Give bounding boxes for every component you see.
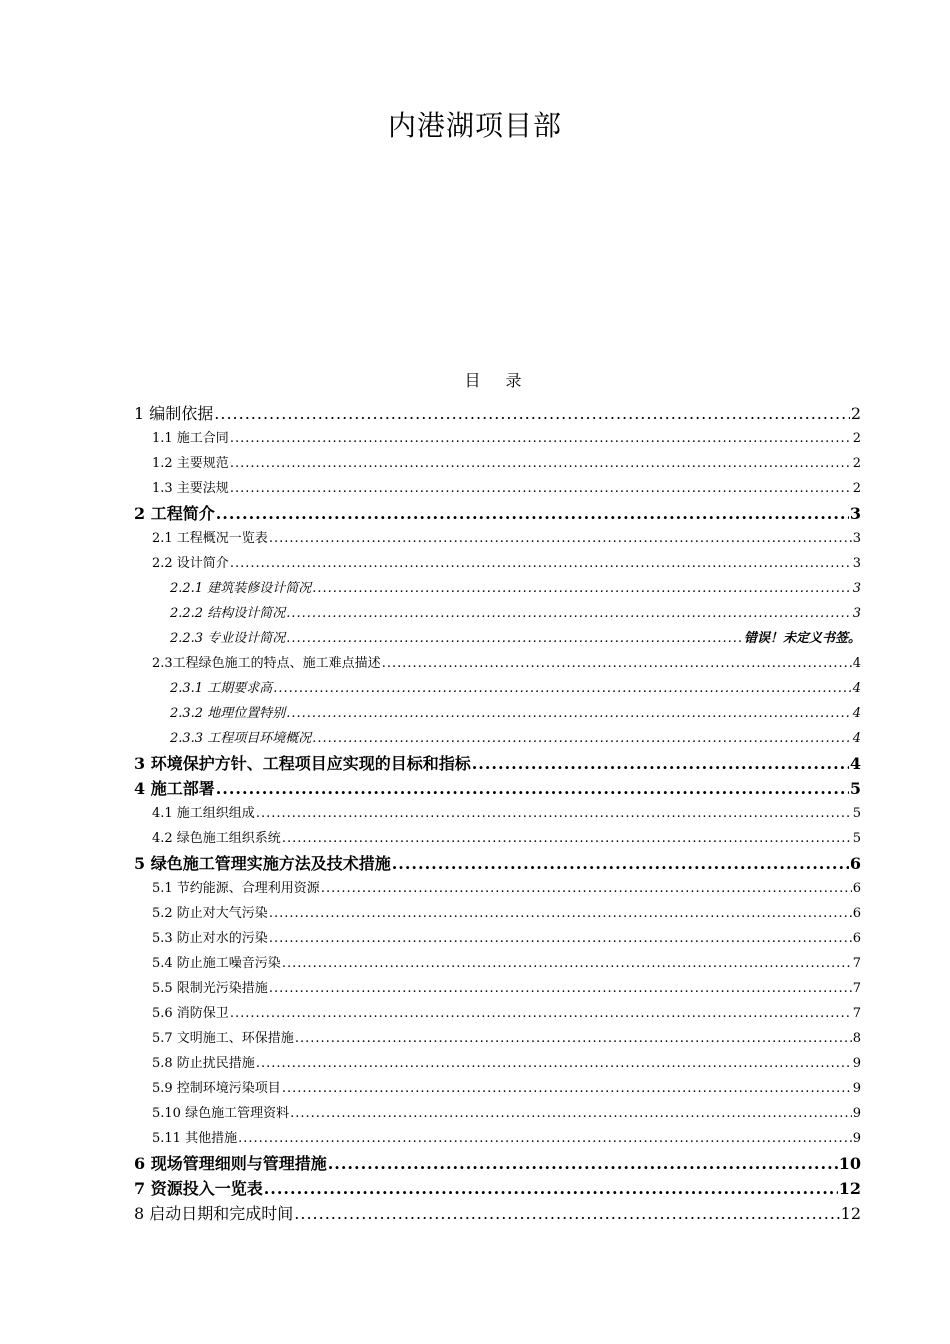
toc-dot-leader: [312, 726, 852, 751]
toc-entry-page: 9: [852, 1056, 861, 1071]
toc-entry[interactable]: [134, 1001, 861, 1026]
toc-entry[interactable]: [134, 626, 861, 651]
toc-entry-page: 4: [852, 706, 861, 721]
toc-entry[interactable]: [134, 1051, 861, 1076]
toc-dot-leader: [230, 1001, 852, 1026]
toc-entry-label: 1 编制依据: [134, 404, 214, 423]
toc-entry[interactable]: [134, 1126, 861, 1151]
toc-entry-page: 2: [852, 431, 861, 446]
toc-dot-leader: [321, 876, 852, 901]
toc-entry-page: 5: [849, 779, 861, 798]
toc-entry-label: 8 启动日期和完成时间: [134, 1204, 294, 1223]
toc-dot-leader: [269, 926, 852, 951]
toc-entry-label: 2.3.2 地理位置特别: [170, 706, 286, 721]
toc-entry[interactable]: [134, 701, 861, 726]
toc-dot-leader: [282, 1076, 852, 1101]
toc-entry[interactable]: [134, 951, 861, 976]
toc-entry[interactable]: [134, 1076, 861, 1101]
toc-entry-page: 5: [852, 806, 861, 821]
toc-entry-label: 1.2 主要规范: [152, 456, 229, 471]
toc-entry[interactable]: [134, 926, 861, 951]
toc-entry-page: 3: [852, 556, 861, 571]
toc-entry-page: 6: [852, 881, 861, 896]
toc-dot-leader: [312, 576, 852, 601]
toc-entry-page: 3: [852, 531, 861, 546]
toc-dot-leader: [392, 851, 849, 876]
toc-entry[interactable]: [134, 551, 861, 576]
toc-dot-leader: [286, 601, 852, 626]
toc-entry-label: 1.3 主要法规: [152, 481, 229, 496]
toc-entry-label: 5.11 其他措施: [152, 1131, 238, 1146]
toc-entry-label: 2.2.2 结构设计简况: [170, 606, 286, 621]
toc-entry-label: 6 现场管理细则与管理措施: [134, 1154, 327, 1173]
toc-entry-label: 5.1 节约能源、合理利用资源: [152, 881, 320, 896]
toc-entry-label: 5.8 防止扰民措施: [152, 1056, 255, 1071]
toc-dot-leader: [238, 1126, 852, 1151]
toc-entry-label: 2.3工程绿色施工的特点、施工难点描述: [152, 656, 381, 671]
toc-entry[interactable]: [134, 826, 861, 851]
toc-entry-label: 4.2 绿色施工组织系统: [152, 831, 281, 846]
toc-entry-label: 5 绿色施工管理实施方法及技术措施: [134, 854, 391, 873]
toc-entry[interactable]: [134, 476, 861, 501]
toc-entry[interactable]: [134, 976, 861, 1001]
toc-entry[interactable]: [134, 901, 861, 926]
toc-entry[interactable]: [134, 1026, 861, 1051]
toc-dot-leader: [214, 401, 850, 426]
toc-dot-leader: [328, 1151, 838, 1176]
page-title: 内港湖项目部: [387, 109, 562, 142]
toc-dot-leader: [230, 551, 852, 576]
toc-entry-label: 2.3.3 工程项目环境概况: [170, 731, 312, 746]
toc-dot-leader: [282, 826, 852, 851]
toc-entry[interactable]: [134, 676, 861, 701]
toc-entry-label: 5.2 防止对大气污染: [152, 906, 268, 921]
toc-entry-page: 4: [852, 656, 861, 671]
toc-entry-page: 6: [852, 931, 861, 946]
toc-entry[interactable]: [134, 1151, 861, 1176]
toc-dot-leader: [269, 901, 852, 926]
toc-entry[interactable]: [134, 451, 861, 476]
toc-entry-page: 4: [849, 754, 861, 773]
toc-entry-page: 4: [852, 731, 861, 746]
toc-entry[interactable]: [134, 851, 861, 876]
toc-entry-label: 5.9 控制环境污染项目: [152, 1081, 281, 1096]
toc-dot-leader: [230, 476, 852, 501]
toc-entry-label: 2.2.3 专业设计简况: [170, 631, 286, 646]
toc-dot-leader: [269, 976, 852, 1001]
toc-entry[interactable]: [134, 1201, 861, 1226]
toc-entry-label: 2 工程简介: [134, 504, 215, 523]
toc-entry-page: 3: [852, 606, 861, 621]
toc-entry[interactable]: [134, 776, 861, 801]
toc-entry[interactable]: [134, 501, 861, 526]
toc-entry[interactable]: [134, 401, 861, 426]
toc-entry-label: 2.3.1 工期要求高: [170, 681, 273, 696]
toc-entry[interactable]: [134, 526, 861, 551]
toc-entry-page: 7: [852, 1006, 861, 1021]
toc-entry-page: 5: [852, 831, 861, 846]
toc-entry-label: 4 施工部署: [134, 779, 215, 798]
toc-dot-leader: [269, 526, 852, 551]
toc-entry-label: 3 环境保护方针、工程项目应实现的目标和指标: [134, 754, 471, 773]
toc-dot-leader: [472, 751, 849, 776]
toc-dot-leader: [216, 501, 849, 526]
toc-entry-page: 2: [852, 456, 861, 471]
toc-entry[interactable]: [134, 751, 861, 776]
toc-entry-label: 1.1 施工合同: [152, 431, 229, 446]
toc-entry-page: 6: [852, 906, 861, 921]
toc-dot-leader: [230, 426, 852, 451]
toc-dot-leader: [286, 701, 852, 726]
toc-entry-label: 5.3 防止对水的污染: [152, 931, 268, 946]
toc-entry[interactable]: [134, 726, 861, 751]
toc-dot-leader: [295, 1026, 852, 1051]
toc-entry[interactable]: [134, 801, 861, 826]
toc-dot-leader: [294, 1201, 839, 1226]
toc-entry-page: 7: [852, 956, 861, 971]
toc-dot-leader: [273, 676, 852, 701]
toc-dot-leader: [256, 801, 852, 826]
toc-entry[interactable]: [134, 876, 861, 901]
toc-entry-page: 6: [849, 854, 861, 873]
toc-dot-leader: [282, 951, 852, 976]
toc-entry-page: 9: [852, 1081, 861, 1096]
toc-entry-label: 7 资源投入一览表: [134, 1179, 263, 1198]
toc-entry-page: 错误！未定义书签。: [743, 631, 861, 646]
table-of-contents: [134, 401, 861, 1226]
toc-entry[interactable]: [134, 426, 861, 451]
toc-entry-label: 2.2.1 建筑装修设计简况: [170, 581, 312, 596]
toc-entry-page: 7: [852, 981, 861, 996]
toc-dot-leader: [264, 1176, 838, 1201]
toc-heading: 目 录: [464, 371, 532, 390]
toc-dot-leader: [382, 651, 852, 676]
toc-entry-page: 9: [852, 1106, 861, 1121]
toc-dot-leader: [256, 1051, 852, 1076]
toc-entry-page: 4: [852, 681, 861, 696]
toc-entry-label: 2.1 工程概况一览表: [152, 531, 268, 546]
toc-entry-label: 5.5 限制光污染措施: [152, 981, 268, 996]
toc-entry-page: 9: [852, 1131, 861, 1146]
toc-entry-label: 5.6 消防保卫: [152, 1006, 229, 1021]
toc-entry-label: 2.2 设计简介: [152, 556, 229, 571]
toc-dot-leader: [286, 626, 743, 651]
toc-entry-page: 2: [850, 404, 861, 423]
toc-dot-leader: [216, 776, 849, 801]
toc-entry-page: 8: [852, 1031, 861, 1046]
toc-entry[interactable]: [134, 576, 861, 601]
toc-entry-label: 5.4 防止施工噪音污染: [152, 956, 281, 971]
toc-entry-label: 5.10 绿色施工管理资料: [152, 1106, 290, 1121]
toc-entry-page: 3: [852, 581, 861, 596]
toc-dot-leader: [230, 451, 852, 476]
toc-entry[interactable]: [134, 601, 861, 626]
toc-entry-page: 10: [838, 1154, 861, 1173]
toc-entry-page: 3: [849, 504, 861, 523]
toc-entry[interactable]: [134, 1101, 861, 1126]
toc-entry[interactable]: [134, 651, 861, 676]
toc-entry-label: 4.1 施工组织组成: [152, 806, 255, 821]
toc-entry-page: 12: [838, 1179, 861, 1198]
toc-entry[interactable]: [134, 1176, 861, 1201]
toc-entry-page: 12: [840, 1204, 861, 1223]
toc-dot-leader: [290, 1101, 852, 1126]
toc-entry-page: 2: [852, 481, 861, 496]
toc-entry-label: 5.7 文明施工、环保措施: [152, 1031, 294, 1046]
